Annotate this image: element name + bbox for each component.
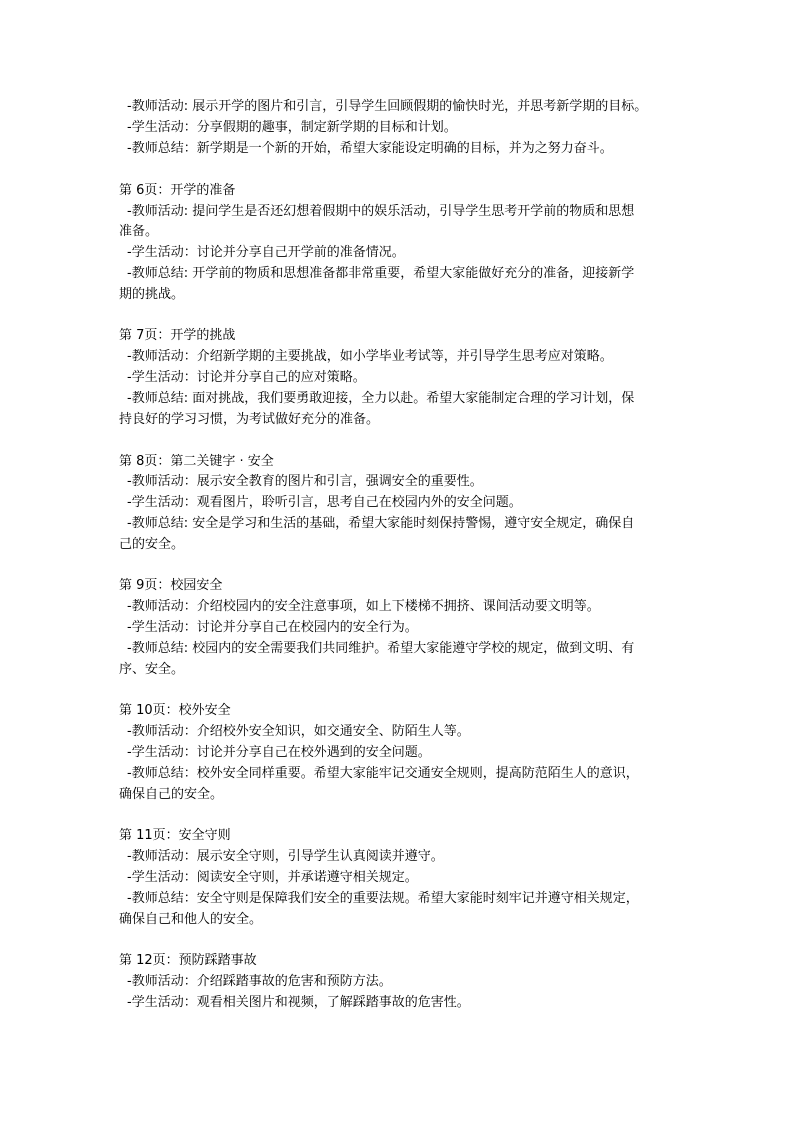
teacher-activity-line: -教师活动：介绍新学期的主要挑战，如小学毕业考试等，并引导学生思考应对策略。: [127, 349, 613, 364]
section-heading-page-10: 第 10页：校外安全: [119, 703, 231, 718]
teacher-activity-line: -教师活动：介绍校园内的安全注意事项，如上下楼梯不拥挤、课间活动要文明等。: [127, 599, 600, 614]
teacher-activity-line: -教师活动: 提问学生是否还幻想着假期中的娱乐活动，引导学生思考开学前的物质和思想: [127, 204, 635, 219]
teacher-summary-line: -教师总结: 安全是学习和生活的基础，希望大家能时刻保持警惕，遵守安全规定，确保自: [127, 516, 635, 531]
teacher-summary-line: -教师总结: 面对挑战，我们要勇敢迎接，全力以赴。希望大家能制定合理的学习计划，保: [127, 391, 635, 406]
teacher-summary-continuation: 序、安全。: [119, 662, 185, 677]
teacher-activity-line: -教师活动：介绍踩踏事故的危害和预防方法。: [127, 974, 392, 989]
student-activity-line: -学生活动：阅读安全守则，并承诺遵守相关规定。: [127, 870, 418, 885]
section-heading-page-12: 第 12页：预防踩踏事故: [119, 953, 257, 968]
teacher-summary-line: -教师总结: 开学前的物质和思想准备都非常重要，希望大家能做好充分的准备，迎接新学: [127, 266, 635, 281]
teacher-activity-line: -教师活动：展示安全守则，引导学生认真阅读并遵守。: [127, 849, 444, 864]
section-heading-page-8: 第 8页：第二关键字 · 安全: [119, 454, 274, 469]
teacher-summary-continuation: 己的安全。: [119, 537, 185, 552]
student-activity-line: -学生活动：观看相关图片和视频，了解踩踏事故的危害性。: [127, 995, 470, 1010]
teacher-summary-continuation: 持良好的学习习惯，为考试做好充分的准备。: [119, 412, 380, 427]
teacher-summary-continuation: 确保自己的安全。: [119, 787, 224, 802]
student-activity-line: -学生活动：讨论并分享自己在校外遇到的安全问题。: [127, 745, 431, 760]
teacher-activity-line: -教师活动: 展示开学的图片和引言，引导学生回顾假期的愉快时光，并思考新学期的目标。: [127, 99, 648, 114]
student-activity-line: -学生活动：讨论并分享自己开学前的准备情况。: [127, 245, 405, 260]
student-activity-line: -学生活动：观看图片，聆听引言，思考自己在校园内外的安全问题。: [127, 495, 522, 510]
section-heading-page-6: 第 6页：开学的准备: [119, 183, 236, 198]
teacher-activity-continuation: 准备。: [119, 224, 159, 239]
teacher-activity-line: -教师活动：介绍校外安全知识，如交通安全、防陌生人等。: [127, 724, 470, 739]
student-activity-line: -学生活动：分享假期的趣事，制定新学期的目标和计划。: [127, 120, 457, 135]
teacher-summary-line: -教师总结：校外安全同样重要。希望大家能牢记交通安全规则，提高防范陌生人的意识，: [127, 766, 639, 781]
student-activity-line: -学生活动：讨论并分享自己在校园内的安全行为。: [127, 620, 418, 635]
student-activity-line: -学生活动：讨论并分享自己的应对策略。: [127, 370, 366, 385]
teacher-summary-line: -教师总结：安全守则是保障我们安全的重要法规。希望大家能时刻牢记并遵守相关规定，: [127, 891, 639, 906]
teacher-summary-continuation: 期的挑战。: [119, 287, 185, 302]
teacher-activity-line: -教师活动：展示安全教育的图片和引言，强调安全的重要性。: [127, 474, 483, 489]
section-heading-page-9: 第 9页：校园安全: [119, 578, 223, 593]
teacher-summary-continuation: 确保自己和他人的安全。: [119, 912, 263, 927]
section-heading-page-11: 第 11页：安全守则: [119, 828, 231, 843]
teacher-summary-line: -教师总结：新学期是一个新的开始，希望大家能设定明确的目标，并为之努力奋斗。: [127, 141, 613, 156]
section-heading-page-7: 第 7页：开学的挑战: [119, 328, 236, 343]
teacher-summary-line: -教师总结: 校园内的安全需要我们共同维护。希望大家能遵守学校的规定，做到文明、有: [127, 641, 635, 656]
